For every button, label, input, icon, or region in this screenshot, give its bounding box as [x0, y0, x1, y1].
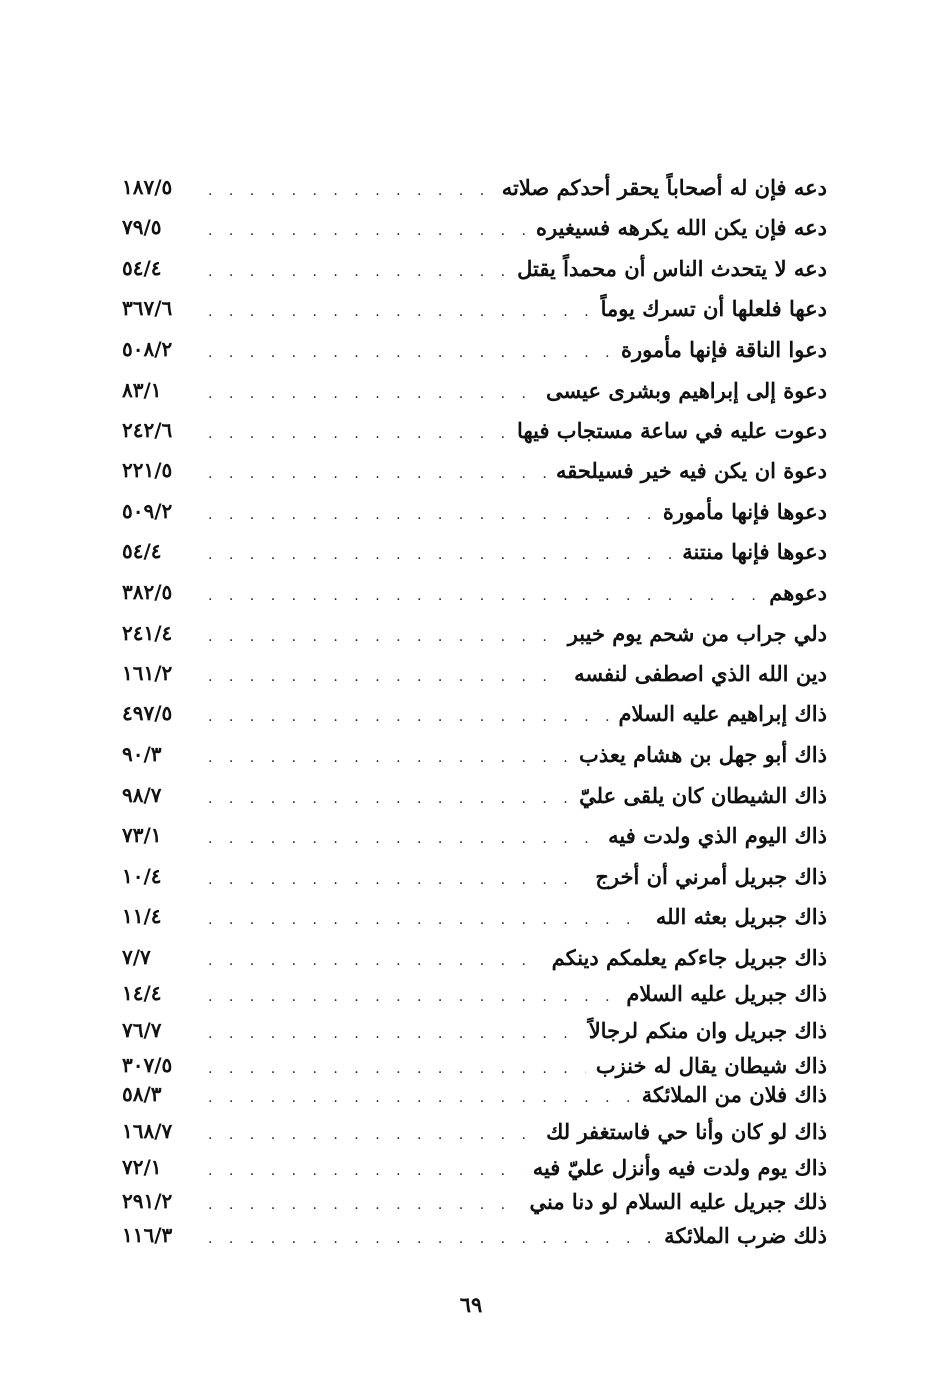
- index-entry: [122, 411, 827, 449]
- hadith-text: دعوها فإنها مأمورة: [662, 498, 827, 524]
- dot-leader: [200, 989, 616, 1005]
- volume-page-reference: ٨٣/١: [122, 378, 162, 402]
- dot-leader: [200, 183, 492, 199]
- volume-page-reference: ٧/٧: [122, 945, 151, 969]
- hadith-text: دعه لا يتحدث الناس أن محمداً يقتل: [517, 255, 827, 281]
- dot-leader: [200, 1090, 632, 1106]
- dot-leader: [200, 1127, 536, 1143]
- dot-leader: [200, 629, 558, 645]
- index-entry: [122, 1148, 827, 1186]
- volume-page-reference: ٢٤٢/٦: [122, 418, 173, 442]
- hadith-text: ذلك ضرب الملائكة: [664, 1222, 827, 1248]
- volume-page-reference: ١٠/٤: [122, 864, 162, 888]
- dot-leader: [200, 669, 564, 685]
- index-entry: [122, 735, 827, 773]
- hadith-text: دعوا الناقة فإنها مأمورة: [620, 336, 827, 362]
- index-entry: [122, 168, 827, 206]
- volume-page-reference: ٧٢/١: [122, 1155, 162, 1179]
- dot-leader: [200, 304, 591, 320]
- hadith-text: دعوها فإنها منتنة: [682, 538, 827, 564]
- hadith-text: ذلك جبريل عليه السلام لو دنا مني: [529, 1188, 827, 1214]
- dot-leader: [200, 426, 507, 442]
- volume-page-reference: ٥٨/٣: [122, 1082, 162, 1106]
- dot-leader: [200, 912, 646, 928]
- volume-page-reference: ٢٢١/٥: [122, 458, 173, 482]
- index-entry: [122, 1182, 827, 1220]
- index-entry: [122, 249, 827, 287]
- hadith-text: دعوهم: [769, 579, 827, 605]
- hadith-text: ذاك شيطان يقال له خنزب: [595, 1052, 827, 1078]
- hadith-text: دعوة إلى إبراهيم وبشرى عيسى: [545, 377, 827, 403]
- dot-leader: [200, 831, 598, 847]
- hadith-text: ذاك فلان من الملائكة: [641, 1081, 827, 1107]
- index-entry: [122, 1011, 827, 1049]
- volume-page-reference: ٧٣/١: [122, 823, 162, 847]
- volume-page-reference: ٢٤١/٤: [122, 621, 173, 645]
- page-number: ٦٩: [459, 1292, 483, 1317]
- hadith-text: ذاك اليوم الذي ولدت فيه: [608, 822, 827, 848]
- dot-leader: [200, 1163, 523, 1179]
- index-entry: [122, 451, 827, 489]
- dot-leader: [200, 1026, 579, 1042]
- hadith-text: ذاك أبو جهل بن هشام يعذب: [579, 741, 827, 767]
- index-entry: [122, 974, 827, 1012]
- index-entry: [122, 654, 827, 692]
- hadith-text: دين الله الذي اصطفى لنفسه: [574, 660, 827, 686]
- dot-leader: [200, 953, 542, 969]
- hadith-text: دعوة ان يكن فيه خير فسيلحقه: [555, 457, 827, 483]
- hadith-text: دعها فلعلها أن تسرك يوماً: [600, 295, 827, 321]
- hadith-text: ذاك جبريل وان منكم لرجالاً: [588, 1017, 827, 1043]
- hadith-text: ذاك إبراهيم عليه السلام: [618, 700, 827, 726]
- dot-leader: [200, 466, 546, 482]
- hadith-text: ذاك يوم ولدت فيه وأنزل عليّ فيه: [532, 1154, 827, 1180]
- index-entry: [122, 371, 827, 409]
- dot-leader: [200, 264, 507, 280]
- volume-page-reference: ١١٦/٣: [122, 1223, 173, 1247]
- index-entry: [122, 776, 827, 814]
- hadith-text: ذاك الشيطان كان يلقى عليّ: [579, 782, 827, 808]
- volume-page-reference: ١٤/٤: [122, 981, 162, 1005]
- dot-leader: [200, 507, 653, 523]
- dot-leader: [200, 750, 569, 766]
- volume-page-reference: ٧٦/٧: [122, 1018, 162, 1042]
- hadith-text: دعه فإن يكن الله يكرهه فسيغيره: [536, 214, 827, 240]
- index-entry: [122, 1075, 827, 1113]
- volume-page-reference: ٣٨٢/٥: [122, 580, 173, 604]
- volume-page-reference: ٥٤/٤: [122, 539, 162, 563]
- dot-leader: [200, 386, 536, 402]
- index-entry: [122, 694, 827, 732]
- hadith-text: ذاك جبريل أمرني أن أخرج: [595, 863, 827, 889]
- hadith-text: ذاك جبريل جاءكم يعلمكم دينكم: [551, 944, 827, 970]
- hadith-text: ذاك جبريل بعثه الله: [655, 903, 827, 929]
- index-entry: [122, 208, 827, 246]
- volume-page-reference: ٣٦٧/٦: [122, 296, 173, 320]
- index-entry: [122, 1112, 827, 1150]
- index-entry: [122, 897, 827, 935]
- index-entry: [122, 492, 827, 530]
- index-entry: [122, 1216, 827, 1254]
- volume-page-reference: ٩٨/٧: [122, 783, 162, 807]
- volume-page-reference: ١٨٧/٥: [122, 175, 173, 199]
- volume-page-reference: ٣٠٧/٥: [122, 1053, 173, 1077]
- dot-leader: [200, 547, 672, 563]
- dot-leader: [200, 791, 569, 807]
- index-entry: [122, 614, 827, 652]
- volume-page-reference: ٥٠٩/٢: [122, 499, 173, 523]
- hadith-text: دعوت عليه في ساعة مستجاب فيها: [517, 417, 827, 443]
- index-entry: [122, 857, 827, 895]
- hadith-text: دلي جراب من شحم يوم خيبر: [567, 620, 827, 646]
- hadith-text: ذاك جبريل عليه السلام: [626, 980, 827, 1006]
- index-entry: [122, 938, 827, 976]
- index-entry: [122, 289, 827, 327]
- volume-page-reference: ١٦١/٢: [122, 661, 173, 685]
- dot-leader: [200, 345, 611, 361]
- volume-page-reference: ٥٠٨/٢: [122, 337, 173, 361]
- volume-page-reference: ٧٩/٥: [122, 215, 162, 239]
- volume-page-reference: ٩٠/٣: [122, 742, 162, 766]
- index-entry: [122, 816, 827, 854]
- index-entry: [122, 330, 827, 368]
- dot-leader: [200, 709, 609, 725]
- dot-leader: [200, 1197, 520, 1213]
- index-entry: [122, 573, 827, 611]
- volume-page-reference: ٢٩١/٢: [122, 1189, 173, 1213]
- dot-leader: [200, 588, 759, 604]
- volume-page-reference: ١٦٨/٧: [122, 1119, 173, 1143]
- dot-leader: [200, 872, 585, 888]
- volume-page-reference: ٤٩٧/٥: [122, 701, 173, 725]
- index-entry: [122, 532, 827, 570]
- volume-page-reference: ٥٤/٤: [122, 256, 162, 280]
- hadith-text: دعه فإن له أصحاباً يحقر أحدكم صلاته: [501, 174, 827, 200]
- dot-leader: [200, 1231, 654, 1247]
- dot-leader: [200, 223, 526, 239]
- volume-page-reference: ١١/٤: [122, 904, 162, 928]
- hadith-text: ذاك لو كان وأنا حي فاستغفر لك: [546, 1118, 827, 1144]
